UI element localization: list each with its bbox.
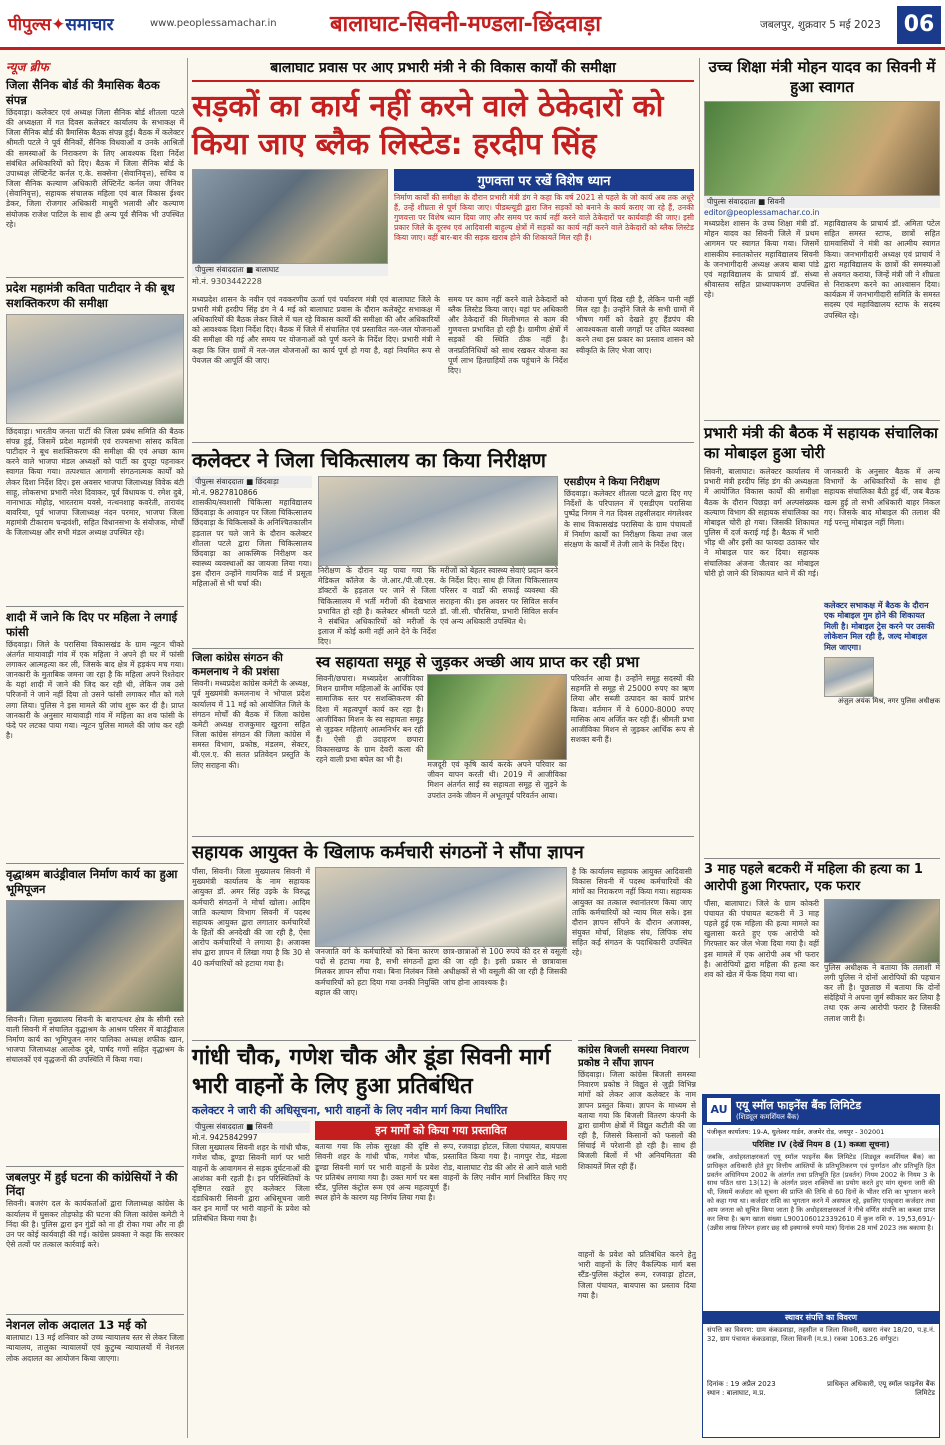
- bijli-text: छिंदवाड़ा। जिला कांग्रेस बिजली समस्या निवारण प्रकोष्ठ ने विद्युत से जुड़ी विभिन्न मांगों को लेकर आज कलेक्टर के नाम ज्ञापन प्रस्तुत किया। ज्ञापन के माध्यम से बताया गया कि बिजली वितरण कंपनी के द्वारा ग्रामीण क्षेत्रों में विद्युत कटौती की जा रही है, जिससे किसानों को फसलों की सिंचाई में परेशानी हो रही है। साथ ही बिजली बिलों में भी अनियमितता की शिकायतें मिल रही हैं।: [578, 1070, 696, 1171]
- mobile-theft-headline: प्रभारी मंत्री की बैठक में सहायक संचालिका का मोबाइल हुआ चोरी: [704, 424, 938, 462]
- gandhi-text-c: रूप, रजवाड़ा होटल, जिला पंचायत, बायपास प्रस्तावित किया गया है। नागपुर रोड, मंडला रोड, बालाघाट रोड की ओर से आने वाले भारी वाहनों के लिए नवीन मार्ग निर्धारित किए गए हैं।: [443, 1142, 567, 1192]
- shg-text-b: मजदूरी एवं कृषि कार्य करके अपने परिवार का जीवन यापन करती थी। 2019 में आजीविका मिशन अंतर्गत साईं स्व सहायता समूह से जुड़ने के उपरांत उनके जीवन में अभूतपूर्व परिवर्तन आया।: [427, 760, 567, 800]
- lead-highlight-text: निर्माण कार्यों की समीक्षा के दौरान प्रभारी मंत्री डंग ने कहा कि वर्ष 2021 से पहले के जो कार्य अब तक अधूरे हैं, उन्हें शीघ्रता से पूर्ण किया जाए। पीडब्ल्यूडी द्वारा जिन सड़कों को बनाने के कार्य कराए जा रहे हैं, उनकी गुणवत्ता पर विशेष ध्यान दिया जाए और समय पर कार्य नहीं करने वाले ठेकेदारों पर कार्यवाही की जाए। इसी प्रकार जिले के दूरस्थ एवं आदिवासी बाहुल्य क्षेत्रों में सड़कों का कार्य नहीं करने वाले ठेकेदारों को ब्लैक लिस्टेड किया जाए। वहीं बार-बार की सड़क खराब होने की शिकायतें मिल रही हैं।: [394, 192, 694, 243]
- left-news-column: [6, 58, 184, 1438]
- brief-3-text: छिंदवाड़ा। जिले के परासिया विकासखंड के ग्राम न्यूटन चीको अंतर्गत मायावाड़ी गांव में एक महिला ने अपने ही घर में फांसी लगाकर आत्महत्या कर ली, जिसके बाद क्षेत्र में हड़कंप मच गया। जानकारी के मुताबिक जमना जा रहा है कि महिला अपने रिश्तेदार के यहां शादी में जाने की जिद कर रही थी, लेकिन जब उसे परिजनों ने जाने नहीं दिया तो उसने फांसी लगाकर मौत को गले लगा लिया। पुलिस ने इस मामले की जांच शुरू कर दी है। प्राप्त जानकारी के अनुसार मायावाड़ी गांव में महिला का शव फांसी के फंदे पर लटका पाया गया। न्यूटन पुलिस मामले की जांच कर रही है।: [6, 639, 184, 741]
- welcome-text-a: मध्यप्रदेश शासन के उच्च शिक्षा मंत्री डॉ. मोहन यादव का सिवनी जिले में प्रथम आगमन पर स्वागत किया गया। जिसमें शासकीय स्नातकोत्तर महाविद्यालय सिवनी के जनभागीदारी अध्यक्ष अजय बाबा पांडे एवं महाविद्यालय के प्राचार्य डॉ. संध्या श्रीवास्तव सहित प्राध्यापकगण उपस्थित रहे।: [704, 219, 819, 300]
- ad-address: पंजीकृत कार्यालय: 19-A, धुलेश्वर गार्डन, अजमेर रोड, जयपुर - 302001: [707, 1128, 885, 1136]
- welcome-photo: [704, 101, 940, 196]
- gandhi-headline: गांधी चौक, गणेश चौक और डूंडा सिवनी मार्ग भारी वाहनों के लिए हुआ प्रतिबंधित: [192, 1045, 551, 1099]
- brief-6-title: नेशनल लोक अदालत 13 मई को: [6, 1318, 147, 1333]
- minister-welcome-headline: उच्च शिक्षा मंत्री मोहन यादव का सिवनी में हुआ स्वागत: [708, 58, 936, 96]
- brief-4-title: वृद्धाश्रम बाउंड्रीवाल निर्माण कार्य का हुआ भूमिपूजन: [6, 866, 178, 896]
- lead-mobile: मो.नं. 9303442228: [192, 276, 262, 286]
- gandhi-text-b: बताया गया कि लोक सुरक्षा की दृष्टि से सिवनी शहर के गांधी चौक, गणेश चौक, डूण्डा सिवनी मार्ग पर भारी वाहनों के प्रवेश पर प्रतिबंध लगाया गया है। उक्त मार्ग पर बस स्टैंड, पुलिस कंट्रोल रूम एवं अन्य महत्वपूर्ण स्थल होने के कारण यह निर्णय लिया गया है।: [315, 1142, 439, 1203]
- lead-subhead: गुणवत्ता पर रखें विशेष ध्यान: [394, 169, 694, 191]
- section-label: न्यूज ब्रीफ: [6, 60, 49, 74]
- shg-headline: स्व सहायता समूह से जुड़कर अच्छी आय प्राप्त कर रही प्रभा: [316, 653, 640, 671]
- shg-text-a: सिवनी/छपारा। मध्यप्रदेश आजीविका मिशन ग्रामीण महिलाओं के आर्थिक एवं सामाजिक स्तर पर सशक्तिकरण की दिशा में महत्वपूर्ण कार्य कर रहा है। आजीविका मिशन के स्व सहायता समूह से जुड़कर महिलाएं आत्मनिर्भर बन रही हैं। ऐसी ही उदाहरण छपारा विकासखण्ड के ग्राम देवरी कला की रहने वाली प्रभा बघेल का भी है।: [316, 674, 424, 765]
- collector-headline: कलेक्टर ने जिला चिकित्सालय का किया निरीक्षण: [192, 448, 547, 472]
- welcome-text-b: महाविद्यालय के प्राचार्य डॉ. अमिता पटेल सहित समस्त स्टाफ, छात्रों सहित ग्रामवासियों ने मंत्री का आत्मीय स्वागत किया। जनभागीदारी अध्यक्ष एवं प्राचार्य ने द्वारा महाविद्यालय के छात्रों की समस्याओं से अवगत कराया, जिन्हें मंत्री जी ने शीघ्रता से निराकरण करने का आश्वासन दिया। कार्यक्रम में जनभागीदारी समिति के समस्त सदस्य एवं महाविद्यालय स्टाफ के सदस्य उपस्थित रहे।: [824, 219, 940, 320]
- gandhi-caption: पीपुल्स संवाददाता ■ सिवनी: [192, 1121, 310, 1133]
- employee-text-a: पौंसा, सिवनी। जिला मुख्यालय सिवनी में मुख्यमंत्री कार्यालय के नाम सहायक आयुक्त डॉ. अमर सिंह उइके के विरुद्ध कर्मचारी संगठनों ने मोर्चा खोला। आदिम जाति कल्याण विभाग सिवनी में पदस्थ सहायक आयुक्त द्वारा लगातार कर्मचारियों के हितों की अनदेखी की जा रही है, ऐसा आरोप कर्मचारियों ने लगाया है। अजाक्स संघ द्वारा ज्ञापन में लिखा गया है कि 30 से 40 कर्मचारियों को हटाया गया है।: [192, 867, 310, 968]
- property-head: स्थावर संपत्ति का विवरण: [703, 1311, 939, 1324]
- gandhi-mobile: मो.नं. 9425842997: [192, 1133, 258, 1143]
- shg-row: [192, 648, 694, 828]
- ad-title: एयू स्मॉल फाइनेंस बैंक लिमिटेड: [736, 1099, 862, 1112]
- au-bank-notice: [702, 1094, 940, 1438]
- ad-subtitle: (शिड्यूल कमर्शियल बैंक): [736, 1113, 800, 1121]
- bhoomipujan-photo: [6, 900, 184, 1012]
- region-title: बालाघाट-सिवनी-मण्डला-छिंदवाड़ा: [330, 12, 601, 37]
- employee-text-d: है कि कार्यालय सहायक आयुक्त आदिवासी विकास सिवनी में पदस्थ कर्मचारियों की मांगों का निराकरण नहीं किया गया। सहायक आयुक्त का तत्काल स्थानांतरण किया जाए ताकि कर्मचारियों को न्याय मिल सके। इस दौरान ज्ञापन सौंपने के दौरान अजाक्स, संयुक्त मोर्चा, शिक्षक संघ, लिपिक संघ सहित कई संगठन के पदाधिकारी उपस्थित रहे।: [572, 867, 692, 958]
- lead-headline: सड़कों का कार्य नहीं करने वाले ठेकेदारों को किया जाए ब्लैक लिस्टेड: हरदीप सिंह: [192, 89, 664, 163]
- collector-inspection-story: [192, 442, 694, 647]
- brief-5-title: जबलपुर में हुई घटना की कांग्रेसियों ने की निंदा: [6, 1169, 178, 1199]
- theft-text-a: सिवनी, बालाघाट। कलेक्टर कार्यालय में प्रभारी मंत्री हरदीप सिंह डंग की अध्यक्षता में आयोजित विकास कार्यों की समीक्षा बैठक के दौरान पिछड़ा वर्ग अल्पसंख्यक कल्याण विभाग की सहायक संचालिका का मोबाइल चोरी हो गया। जिसकी शिकायत पुलिस में दर्ज कराई गई है। बैठक में भारी भीड़ थी और इसी का फायदा उठाकर चोर ने मोबाइल पार कर दिया। सहायक संचालिका अंजना जैतवार का मोबाइल चोरी हो जाने की शिकायत थाने में की गई।: [704, 467, 819, 578]
- masthead: [0, 0, 945, 50]
- collector-caption: पीपुल्स संवाददाता ■ छिंदवाड़ा: [192, 476, 312, 488]
- farm-photo: [427, 674, 566, 760]
- quote-author: अंजुल अयंक मिश्र, नगर पुलिस अधीक्षक: [837, 696, 940, 705]
- gandhi-text-d: वाहनों के प्रवेश को प्रतिबंधित करने हेतु भारी वाहनों के लिए वैकल्पिक मार्ग बस स्टैंड-पुलिस कंट्रोल रूम, रजवाड़ा होटल, जिला पंचायत, बायपास का प्रस्ताव दिया गया है।: [578, 1250, 696, 1300]
- meeting-photo: [192, 169, 388, 264]
- brief-5-text: सिवनी। बजरंग दल के कार्यकर्ताओं द्वारा जिलाध्यक्ष कांग्रेस के कार्यालय में घुसकर तोड़फोड़ की घटना की जिला कांग्रेस कमेटी ने निंदा की है। पुलिस द्वारा इन गुंडों को ना ही रोका गया और ना ही उन पर कोई कार्यवाही की गई। कांग्रेस प्रवक्ता ने कहा कि सरकार ऐसे तत्वों पर तत्काल कार्रवाई करे।: [6, 1199, 184, 1250]
- officer-photo: [824, 657, 874, 697]
- logo-right: समाचार: [65, 15, 114, 35]
- proposed-routes-box: इन मार्गों को किया गया प्रस्तावित: [315, 1121, 567, 1140]
- hospital-photo: [318, 476, 558, 566]
- murder-text-b: पुलिस अधीक्षक ने बताया कि तलाशी में लगी पुलिस ने दोनों आरोपियों की पहचान कर ली है। पूछताछ में बताया कि दोनों संदेहियों ने अपना जुर्म स्वीकार कर लिया है तथा एक अन्य आरोपी फरार है जिसकी तलाश जारी है।: [824, 962, 940, 1023]
- sdm-subhead: एसडीएम ने किया निरीक्षण: [564, 477, 660, 488]
- murder-arrest-story: [704, 858, 940, 1088]
- brief-2-title: प्रदेश महामंत्री कविता पाटीदार ने की बूथ सशक्तिकरण की समीक्षा: [6, 280, 175, 310]
- bjp-meeting-photo: [6, 314, 184, 424]
- lead-kicker: बालाघाट प्रवास पर आए प्रभारी मंत्री ने की विकास कार्यों की समीक्षा: [192, 58, 694, 82]
- property-desc: संपत्ति का विवरण: ग्राम कंकडवाड़ा, तहसील व जिला सिवनी, खसरा नंबर 18/20, प.ह.नं. 32, ग्राम पंचायत कंकडवाड़ा, जिला सिवनी (म.प्र.) रकबा 1063.26 वर्गफुट।: [707, 1326, 935, 1344]
- ad-date: दिनांक : 19 अप्रैल 2023: [707, 1380, 776, 1388]
- memorandum-photo: [315, 867, 567, 947]
- bijli-headline: कांग्रेस बिजली समस्या निवारण प्रकोष्ठ ने सौंपा ज्ञापन: [578, 1045, 689, 1069]
- lead-text-b: समय पर काम नहीं करने वाले ठेकेदारों को ब्लैक लिस्टेड किया जाए। यहां पर अधिकारी और ठेकेदारों की मिलीभगत से काम की गुणवत्ता प्रभावित हो रही है। ग्रामीण क्षेत्रों में सड़कों की स्थिति ठीक नहीं है। जनप्रतिनिधियों को साथ रखकर योजना का पूर्ण लाभ हितग्राहियों तक पहुंचाने के निर्देश दिए।: [448, 294, 568, 375]
- brief-1-text: छिंदवाड़ा। कलेक्टर एवं अध्यक्ष जिला सैनिक बोर्ड शीतला पटले की अध्यक्षता में गत दिवस कलेक्टर कार्यालय के सभाकक्ष में जिला सैनिक बोर्ड की त्रैमासिक बैठक संपन्न हुई। बैठक में कलेक्टर श्रीमती पटले ने पूर्व सैनिकों, सैनिक विधवाओं व उनके आश्रितों की समस्याओं के निराकरण के लिए आवश्यक दिशा निर्देश संबंधित अधिकारियों को दिए। बैठक में जिला सैनिक बोर्ड के उपाध्यक्ष लेफ्टिनेंट कर्नल ए.के. सक्सेना (सेवानिवृत्त), सचिव व जिला सैनिक कल्याण अधिकारी लेफ्टिनेंट कर्नल जया जैनिवर (सेवानिवृत्त), सहायक संचालक महिला एवं बाल विकास ईश्वर डेकर, जिला रोजगार अधिकारी माधुरी भलावी और कल्याण संयोजक राजेश पाटिल के साथ ही अन्य पूर्व सैनिक भी उपस्थित रहे।: [6, 107, 184, 229]
- collector-text-a: शासकीय/स्वशासी चिकित्सा महाविद्यालय छिंदवाड़ा के आवाहन पर जिला चिकित्सालय छिंदवाड़ा के चिकित्सकों के अनिश्चितकालीन हड़ताल पर चले जाने के दौरान कलेक्टर शीतला पटले द्वारा जिला चिकित्सालय छिंदवाड़ा का आकस्मिक निरीक्षण कर स्वास्थ्य व्यवस्थाओं का जायजा लिया गया। इस दौरान उन्होंने गायनिक वार्ड में प्रसूता महिलाओं से भी चर्चा की।: [192, 498, 313, 589]
- murder-headline: 3 माह पहले बटकरी में महिला की हत्या का 1 आरोपी हुआ गिरफ्तार, एक फरार: [704, 862, 923, 894]
- employee-memorandum-story: [192, 836, 694, 1036]
- lead-photo-caption: पीपुल्स संवाददाता ■ बालाघाट: [192, 264, 388, 276]
- logo-left: पीपुल्स: [8, 15, 52, 35]
- bijli-story: [578, 1040, 696, 1438]
- employee-text-c: छात्र-छात्राओं से 100 रुपये की दर से वसूली की जा रही है। इसी प्रकार से छात्रावास अधीक्षकों से भी वसूली की जा रही है जिसकी जांच होना आवश्यक है।: [443, 947, 567, 987]
- brief-1-title: जिला सैनिक बोर्ड की त्रैमासिक बैठक संपन्न: [6, 78, 160, 107]
- collector-text-b: निरीक्षण के दौरान यह पाया गया कि मेडिकल कॉलेज के जे.आर./पी.जी.एस. डॉक्टरों के हड़ताल पर जाने से जिला चिकित्सालय में भर्ती मरीजों की देखभाल प्रभावित हो रही है। कलेक्टर श्रीमती पटले ने संबंधित अधिकारियों को मरीजों के इलाज में कोई कमी नहीं आने देने के निर्देश दिए।: [318, 566, 436, 647]
- lead-text-a: मध्यप्रदेश शासन के नवीन एवं नवकरणीय ऊर्जा एवं पर्यावरण मंत्री एवं बालाघाट जिले के प्रभारी मंत्री हरदीप सिंह डंग ने 4 मई को बालाघाट प्रवास के दौरान कलेक्ट्रेट सभाकक्ष में अधिकारियों की बैठक लेकर जिले में चल रहे विकास कार्यों की समीक्षा की और अधिकारियों को आवश्यक दिशा निर्देश दिए। बैठक में जिले में संचालित एवं प्रस्तावित नल-जल योजनाओं की समीक्षा की गई और समय पर योजनाओं को पूर्ण करने के निर्देश दिए। प्रभारी मंत्री ने कहा कि जिन ग्रामों में नल-जल योजनाओं का कार्य पूर्ण हो गया है, वहां नियमित रूप से पेयजल की आपूर्ति की जाए।: [192, 294, 440, 365]
- accused-photo: [824, 899, 940, 963]
- ad-section: परिशिष्ट IV (देखें नियम 8 (1) कब्जा सूचना): [703, 1138, 939, 1151]
- congress-text: सिवनी। मध्यप्रदेश कांग्रेस कमेटी के अध्यक्ष, पूर्व मुख्यमंत्री कमलनाथ ने भोपाल प्रदेश कार्यालय में 11 मई को आयोजित जिले के संगठन मोर्चों की बैठक में जिला कांग्रेस कमेटी अध्यक्ष राजकुमार खुराना सहित जिला कांग्रेस संगठन की जिला कांग्रेस में समस्त विभाग, प्रकोष्ठ, मंडलम, सेक्टर, बी.एल.ए. की सतत प्रतिवेदन प्रस्तुति के लिए सराहना की।: [192, 679, 310, 770]
- lead-text-c: योजना पूर्ण दिख रही है, लेकिन पानी नहीं मिल रहा है। उन्होंने जिले के सभी ग्रामों में भीषण गर्मी को देखते हुए हैंडपंप की आवश्यकता वाली जगहों पर उचित व्यवस्था करने तथा इस प्रकार का प्रस्ताव शासन को स्वीकृति के लिए भेजा जाए।: [576, 294, 694, 355]
- collector-text-c: मरीजों को बेहतर स्वास्थ्य सेवाएं प्रदान करने के निर्देश दिए। साथ ही जिला चिकित्सालय परिसर व वार्डों की सफाई व्यवस्था की सराहना की। इस अवसर पर सिविल सर्जन डॉ. जी.सी. चौरसिया, प्रभारी सिविल सर्जन एवं अन्य अधिकारी उपस्थित थे।: [440, 566, 558, 626]
- editor-email[interactable]: editor@peoplessamachar.co.in: [704, 208, 820, 217]
- ad-place: स्थान : बालाघाट, म.प्र.: [707, 1389, 766, 1397]
- gandhi-chowk-story: [192, 1040, 572, 1438]
- sp-quote: कलेक्टर सभाकक्ष में बैठक के दौरान एक मोबाइल गुम होने की शिकायत मिली है। मोबाइल ट्रेस करने पर उसकी लोकेशन मिल रही है, जल्द मोबाइल मिल जाएगा।: [824, 601, 935, 652]
- congress-headline: जिला कांग्रेस संगठन की कमलनाथ ने की प्रशंसा: [192, 652, 283, 678]
- gandhi-subhead: कलेक्टर ने जारी की अधिसूचना, भारी वाहनों के लिए नवीन मार्ग किया निर्धारित: [192, 1104, 508, 1118]
- ad-signatory: प्राधिकृत अधिकारी, एयू स्मॉल फाइनेंस बैंक लिमिटेड: [827, 1380, 935, 1397]
- issue-date: जबलपुर, शुक्रवार 5 मई 2023: [760, 19, 881, 31]
- site-url[interactable]: www.peoplessamachar.in: [150, 18, 277, 29]
- mobile-theft-story: [704, 420, 940, 860]
- brief-6-text: बालाघाट। 13 मई शनिवार को उच्च न्यायालय स्तर से लेकर जिला न्यायालय, तालुका न्यायालयों एवं कुटुम्ब न्यायालयों में नेशनल लोक अदालत का आयोजन किया जाएगा।: [6, 1333, 184, 1363]
- employee-text-b: जनजाति वर्ग के कर्मचारियों को बिना कारण पदों से हटाया गया है, सभी संगठनों द्वारा मिलकर ज्ञापन सौंपा गया। बिना निलंबन जिसे कर्मचारियों को हटा दिया गया उनकी नियुक्ति बहाल की जाए।: [315, 947, 439, 997]
- theft-text-b: जानकारी के अनुसार बैठक में अन्य विभागों के अधिकारियों के साथ ही सहायक संचालिका बैठी हुई थीं, जब बैठक खत्म हुई तो सभी अधिकारी बाहर निकल गए। जिसके बाद मोबाइल की तलाश की गई परन्तु मोबाइल नहीं मिला।: [824, 467, 940, 527]
- sdm-text: छिंदवाड़ा। कलेक्टर शीतला पटले द्वारा दिए गए निर्देशों के परिपालन में एसडीएम परासिया पुष्पेंद्र निगम ने गत दिवस तहसीलदार मंगलेश्वर के साथ विकासखंड परासिया के ग्राम पंचायतों में निर्माण कार्यों का निरीक्षण किया तथा जल संरक्षण के कार्यों में तेजी लाने के निर्देश दिए।: [564, 489, 692, 549]
- shg-text-c: परिवर्तन आया है। उन्होंने समूह सदस्यों की सहमति से समूह से 25000 रुपए का ऋण लिया और सब्जी उत्पादन का कार्य प्रारंभ किया। वर्तमान में वे 6000-8000 रुपए मासिक आय अर्जित कर रही हैं। श्रीमती प्रभा आजीविका मिशन से जुड़कर आर्थिक रूप से सशक्त बनी हैं।: [570, 674, 694, 745]
- au-logo-icon: AU: [707, 1098, 731, 1122]
- collector-mobile: मो.नं. 9827810866: [192, 488, 258, 497]
- newspaper-logo[interactable]: पीपुल्स✦समाचार: [8, 15, 114, 35]
- murder-text-a: पौंसा, बालाघाट। जिले के ग्राम कोकरी पंचायत की पंचायत बटकरी में 3 माह पहले हुई एक महिला की हत्या मामले का खुलासा करते हुए एक आरोपी को गिरफ्तार कर जेल भेजा दिया गया है। वहीं इस मामले में एक आरोपी अब भी फरार है। आरोपियों द्वारा महिला की हत्या कर शव को खेत में फेंक दिया गया था।: [704, 898, 819, 979]
- page-number: 06: [897, 6, 941, 44]
- brief-4-text: सिवनी। जिला मुख्यालय सिवनी के बारापत्थर क्षेत्र के सीमी रस्ते वाली सिवनी में संचालित वृद्धाश्रम के आश्रम परिसर में बाउंड्रीवाल निर्माण कार्य का भूमिपूजन नगर पालिका अध्यक्ष शफीक खान, भाजपा जिलाध्यक्ष आलोक दुबे, पार्षद गणों सहित वृद्धाश्रम के संचालकों एवं वृद्धजनों की उपस्थिति में किया गया।: [6, 1014, 184, 1065]
- welcome-caption: पीपुल्स संवाददाता ■ सिवनी: [704, 196, 940, 208]
- gandhi-text-a: जिला मुख्यालय सिवनी शहर के गांधी चौक, गणेश चौक, डूण्डा सिवनी मार्ग पर भारी वाहनों के आवागमन से सड़क दुर्घटनाओं की आशंका बनी रहती है। इन परिस्थितियों के दृष्टिगत रखते हुए कलेक्टर जिला दंडाधिकारी सिवनी द्वारा अधिसूचना जारी कर इन मार्गों पर भारी वाहनों के प्रवेश को प्रतिबंधित किया गया है।: [192, 1143, 310, 1224]
- brief-2-text: छिंदवाड़ा। भारतीय जनता पार्टी की जिला प्रबंध समिति की बैठक संपन्न हुई, जिसमें प्रदेश महामंत्री एवं राज्यसभा सांसद कविता पाटीदार ने बूथ सशक्तिकरण की समीक्षा की एवं अच्छा काम करने वाले भाजपा मंडल अध्यक्षों को पार्टी का दुपट्टा पहनाकर स्वागत किया गया। तत्पश्चात आगामी संगठनात्मक कार्यों को लेकर दिशा निर्देश दिए। इस अवसर भाजपा जिलाध्यक्ष विवेक बंटी साहू, लोकसभा प्रभारी नरेश दिवाकर, पूर्व विधायक पं. रमेश दुबे, नानाभाऊ मोहोड़, भारतराम यवसे, नत्थनशाह कवरेती, तारावंद बावरिया, पूर्व भाजपा जिलाध्यक्ष नंदन परमार, भाजपा जिला महामंत्री टीकाराम चन्द्रवंशी, सहित विधानसभा के संयोजक, मोर्चों के जिलाध्यक्ष और सभी मंडल अध्यक्ष उपस्थित रहे।: [6, 426, 184, 538]
- ad-body: जबकि, अधोहस्ताक्षरकर्ता एयू स्मॉल फाइनेंस बैंक लिमिटेड (शिड्यूल कमर्शियल बैंक) का प्राधिकृत अधिकारी होते हुए वित्तीय आस्तियों के प्रतिभूतिकरण एवं पुनर्गठन और प्रतिभूति हित प्रवर्तन अधिनियम 2002 के अंतर्गत तथा प्रतिभूति हित (प्रवर्तन) नियम 2002 के नियम 3 के साथ पठित धारा 13(12) के अंतर्गत प्रदत्त शक्तियों का प्रयोग करते हुए मांग सूचना जारी की थी, जिसमें कर्जदार को सूचना की प्राप्ति की तिथि से 60 दिनों के भीतर राशि का भुगतान करने को कहा गया था। कर्जदार राशि का भुगतान करने में असफल रहे, इसलिए एतद्द्वारा कर्जदार तथा आम जनता को सूचित किया जाता है कि अधोहस्ताक्षरकर्ता ने नीचे वर्णित संपत्ति का कब्जा प्राप्त कर लिया है। ऋण खाता संख्या L9001060123392610 में कुल राशि रु. 19,53,691/- (उन्नीस लाख तिरेपन हजार छह सौ इक्यानबे रुपये मात्र) दिनांक 28 मार्च 2023 तक बकाया है।: [707, 1153, 935, 1232]
- lead-story: [192, 58, 694, 438]
- brief-3-title: शादी में जाने कि दिए पर महिला ने लगाई फांसी: [6, 609, 178, 639]
- employee-headline: सहायक आयुक्त के खिलाफ कर्मचारी संगठनों ने सौंपा ज्ञापन: [192, 842, 584, 863]
